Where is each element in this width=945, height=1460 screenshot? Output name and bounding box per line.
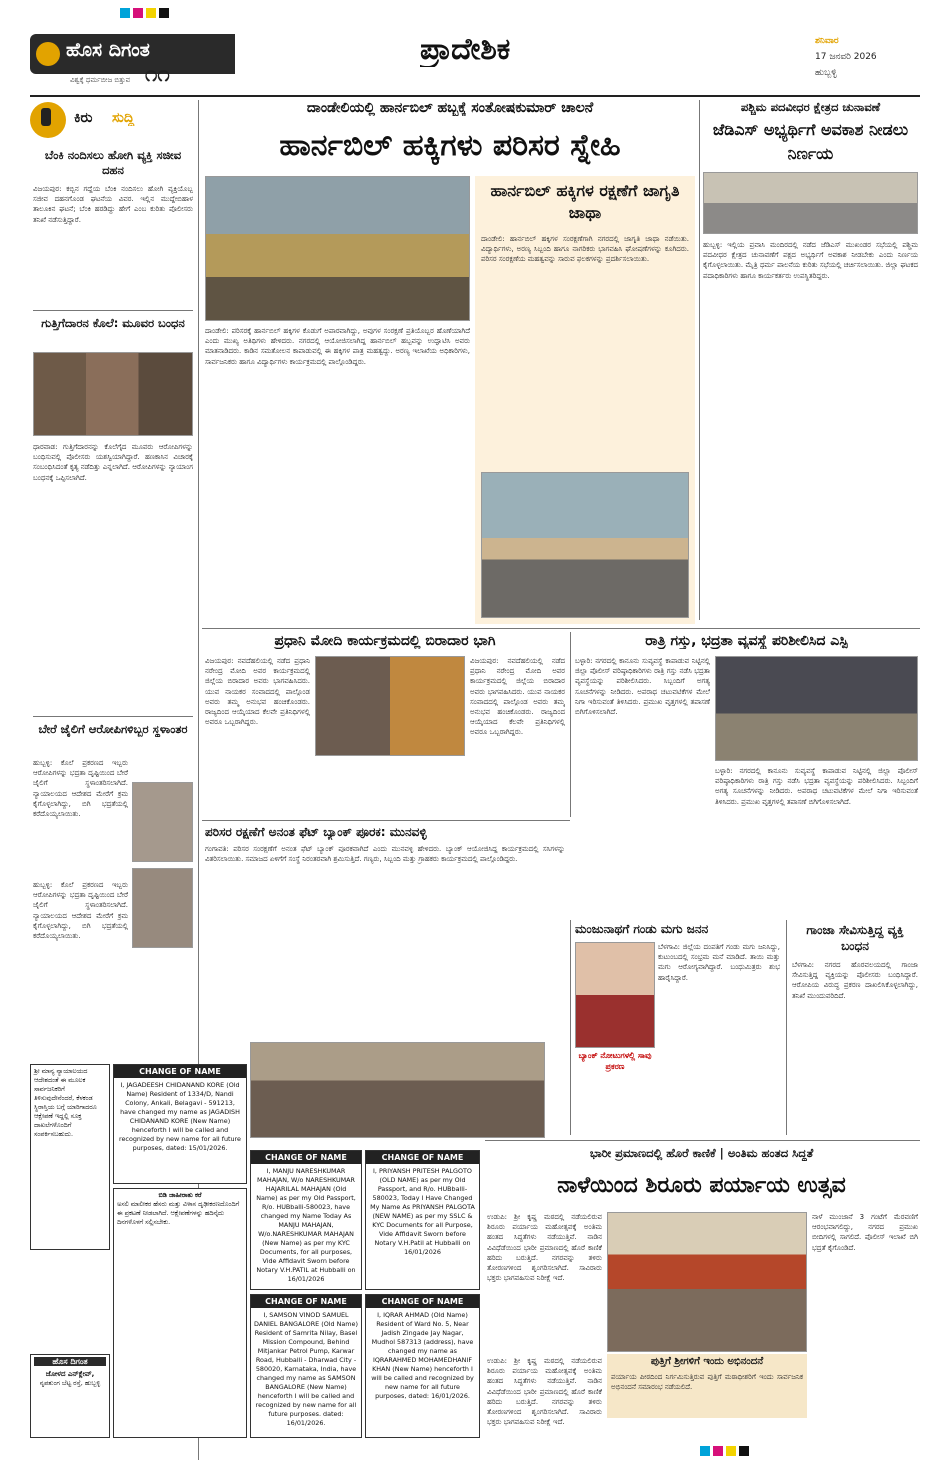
bank-headline: ಪರಿಸರ ರಕ್ಷಣೆಗೆ ಅನಂತ ಫೆಟ್ ಬ್ಯಾಂಕ್ ಪೂರಕ: ಮುನವಳ್ಳಿ: [205, 825, 427, 839]
brief-1-headline: ಬೆಂಕಿ ನಂದಿಸಲು ಹೋಗಿ ವ್ಯಕ್ತಿ ಸಜೀವ ದಹನ: [44, 148, 182, 177]
shiroor-kicker: ಭಾರೀ ಪ್ರಮಾಣದಲ್ಲಿ ಹೊರೆ ಕಾಣಿಕೆ | ಅಂತಿಮ ಹಂತದ ಸಿದ್ಧತೆ: [589, 1146, 814, 1160]
jds-photo: [703, 172, 918, 234]
change-of-name-title: CHANGE OF NAME: [366, 1295, 479, 1308]
registration-mark-k: [159, 8, 169, 18]
jds-headline: ಜೆಡಿಎಸ್ ಅಭ್ಯರ್ಥಿಗೆ ಅವಕಾಶ ನೀಡಲು ನಿರ್ಣಯ: [712, 120, 909, 163]
legal-notice-1: [30, 1064, 110, 1250]
baby-headline: ಮಂಜುನಾಥಗೆ ಗಂಡು ಮಗು ಜನನ: [575, 922, 709, 936]
sp-body: ಬಳ್ಳಾರಿ: ನಗರದಲ್ಲಿ ಕಾನೂನು ಸುವ್ಯವಸ್ಥೆ ಕಾಪಾಡುವ ನಿಟ್ಟಿನಲ್ಲಿ ಜಿಲ್ಲಾ ಪೊಲೀಸ್ ವರಿಷ್ಠಾಧಿಕಾರಿಗಳು ರಾತ್ರಿ ಗಸ್ತು ನಡೆಸಿ ಭದ್ರತಾ ವ್ಯವಸ್ಥೆಯನ್ನು ಪರಿಶೀಲಿಸಿದರು. ಸಿಬ್ಬಂದಿಗೆ ಅಗತ್ಯ ಸೂಚನೆಗಳನ್ನು ನೀಡಿದರು. ಅಪರಾಧ ಚಟುವಟಿಕೆಗಳ ಮೇಲೆ ನಿಗಾ ಇರಿಸುವಂತೆ ತಿಳಿಸಿದರು. ಪ್ರಮುಖ ವೃತ್ತಗಳಲ್ಲಿ ತಪಾಸಣೆ ಬಿಗಿಗೊಳಿಸಲಾಗಿದೆ.: [575, 657, 710, 717]
registration-mark-y: [726, 1446, 736, 1456]
legal-notice-2-text: ಅಸಲಿ ಮಾಲೀಕರ ಹೆಸರು ಮತ್ತು ವಿಳಾಸ ದೃಢೀಕರಣದೊಂದಿಗೆ ಈ ಪ್ರಕಟಣೆ ನೀಡಲಾಗಿದೆ. ಆಕ್ಷೇಪಣೆಗಳನ್ನು ಹದಿನೈದು ದಿನಗಳೊಳಗೆ ಸಲ್ಲಿಸಬೇಕು.: [117, 1200, 240, 1226]
masthead-divider: [30, 95, 920, 97]
modi-headline: ಪ್ರಧಾನಿ ಮೋದಿ ಕಾರ್ಯಕ್ರಮದಲ್ಲಿ ಬಿರಾದಾರ ಭಾಗಿ: [274, 633, 496, 649]
section-title: ಪ್ರಾದೇಶಿಕ: [420, 32, 511, 67]
lead-box: [475, 176, 695, 624]
masthead: [0, 30, 945, 92]
lead-box-title: ಹಾರ್ನಬಿಲ್ ಹಕ್ಕಿಗಳ ರಕ್ಷಣೆಗೆ ಜಾಗೃತಿ ಜಾಥಾ: [490, 181, 680, 222]
column-divider: [570, 920, 571, 1135]
registration-mark-y: [146, 8, 156, 18]
sp-photo: [715, 656, 918, 761]
lead-kicker: ದಾಂಡೇಲಿಯಲ್ಲಿ ಹಾರ್ನಬಿಲ್ ಹಬ್ಬಕ್ಕೆ ಸಂತೋಷಕುಮಾರ್ ಚಾಲನೆ: [306, 100, 594, 116]
change-of-name-ad-2: [250, 1150, 362, 1290]
hand-point-icon: [30, 102, 66, 138]
brief-2-headline: ಗುತ್ತಿಗೆದಾರನ ಕೊಲೆ: ಮೂವರ ಬಂಧನ: [41, 316, 185, 330]
registration-mark-c: [120, 8, 130, 18]
brand-logo: ಹೊಸ ದಿಗಂತ: [34, 1357, 106, 1366]
column-divider: [699, 100, 700, 620]
brand-ad: [30, 1354, 110, 1438]
lead-photo: [205, 176, 470, 321]
brand-line-2: ನೃಪತುಂಗ ಬೆಟ್ಟ ರಸ್ತೆ, ಹುಬ್ಬಳ್ಳಿ: [39, 1379, 101, 1387]
kirusuddi-header: [30, 100, 195, 140]
ganja-headline: ಗಾಂಜಾ ಸೇವಿಸುತ್ತಿದ್ದ ವ್ಯಕ್ತಿ ಬಂಧನ: [806, 923, 904, 953]
lead-body: ದಾಂಡೇಲಿ: ಪರಿಸರಕ್ಕೆ ಹಾರ್ನಬಿಲ್ ಹಕ್ಕಿಗಳ ಕೊಡುಗೆ ಅಪಾರವಾಗಿದ್ದು, ಅವುಗಳ ಸಂರಕ್ಷಣೆ ಪ್ರತಿಯೊಬ್ಬರ ಹೊಣೆಯಾಗಿದೆ ಎಂದು ಮುಖ್ಯ ಅತಿಥಿಗಳು ಹೇಳಿದರು. ನಗರದಲ್ಲಿ ಆಯೋಜಿಸಲಾಗಿದ್ದ ಹಾರ್ನಬಿಲ್ ಹಬ್ಬವನ್ನು ಉದ್ಘಾಟಿಸಿ ಅವರು ಮಾತನಾಡಿದರು. ಕಾಡಿನ ಸಮತೋಲನ ಕಾಪಾಡುವಲ್ಲಿ ಈ ಹಕ್ಕಿಗಳ ಪಾತ್ರ ಮಹತ್ವದ್ದು. ಅರಣ್ಯ ಇಲಾಖೆಯ ಅಧಿಕಾರಿಗಳು, ಸಾರ್ವಜನಿಕರು ಹಾಗೂ ವಿದ್ಯಾರ್ಥಿಗಳು ಕಾರ್ಯಕ್ರಮದಲ್ಲಿ ಪಾಲ್ಗೊಂಡಿದ್ದರು.: [205, 327, 470, 366]
legal-notice-2: [113, 1188, 247, 1438]
shiroor-box-body: ಪರ್ಯಾಯ ಪೀಠದಿಂದ ನಿರ್ಗಮಿಸುತ್ತಿರುವ ಪುತ್ತಿಗೆ ಮಠಾಧೀಶರಿಗೆ ಇಂದು ಸಾರ್ವಜನಿಕ ಅಭಿನಂದನೆ ಸಮಾರಂಭ ನಡೆಯಲಿದೆ.: [611, 1373, 803, 1392]
logo-text: ಹೊಸ ದಿಗಂತ: [66, 39, 150, 61]
change-of-name-text: I, PRIYANSH PRITESH PALGOTO (OLD NAME) as per my Old Passport, and R/o. HUBballi-580023, Today I Have Changed My Name As PRIYANSH PALGOTA (NEW NAME) as per my SSLC & KYC Documents for all Purpose, Vide Affidavit Sworn before Notary V.H.Patil at Hubballi on 16/01/2026: [370, 1167, 475, 1256]
brief-3-body-cont: ಹುಬ್ಬಳ್ಳಿ: ಕೊಲೆ ಪ್ರಕರಣದ ಇಬ್ಬರು ಆರೋಪಿಗಳನ್ನು ಭದ್ರತಾ ದೃಷ್ಟಿಯಿಂದ ಬೇರೆ ಜೈಲಿಗೆ ಸ್ಥಳಾಂತರಿಸಲಾಗಿದೆ. ನ್ಯಾಯಾಲಯದ ಆದೇಶದ ಮೇರೆಗೆ ಕ್ರಮ ಕೈಗೊಳ್ಳಲಾಗಿದ್ದು, ಬಿಗಿ ಭದ್ರತೆಯಲ್ಲಿ ಕರೆದೊಯ್ಯಲಾಯಿತು.: [33, 881, 128, 941]
shiroor-side-body: ನಾಳೆ ಮುಂಜಾನೆ 3 ಗಂಟೆಗೆ ಮೆರವಣಿಗೆ ಆರಂಭವಾಗಲಿದ್ದು, ನಗರದ ಪ್ರಮುಖ ಬೀದಿಗಳಲ್ಲಿ ಸಾಗಲಿದೆ. ಪೊಲೀಸ್ ಇಲಾಖೆ ಬಿಗಿ ಭದ್ರತೆ ಕೈಗೊಂಡಿದೆ.: [812, 1213, 918, 1252]
day-label: ಶನಿವಾರ: [815, 36, 839, 46]
shiroor-headline: ನಾಳೆಯಿಂದ ಶಿರೂರು ಪರ್ಯಾಯ ಉತ್ಸವ: [557, 1173, 846, 1198]
legal-notice-1-text: ಶ್ರೀ ಮಾನ್ಯ ನ್ಯಾಯಾಲಯದ ಆದೇಶದಂತೆ ಈ ಮೂಲಕ ಸಾರ್ವಜನಿಕರಿಗೆ ತಿಳಿಸುವುದೇನೆಂದರೆ, ಕೆಳಕಂಡ ಸ್ಥಿರಾಸ್ತಿಯ ಬಗ್ಗೆ ಯಾರಿಗಾದರೂ ಆಕ್ಷೇಪಣೆ ಇದ್ದಲ್ಲಿ ಸೂಕ್ತ ದಾಖಲೆಗಳೊಂದಿಗೆ ಸಂಪರ್ಕಿಸಬಹುದು.: [34, 1067, 97, 1138]
section-divider: [202, 820, 570, 821]
shiroor-box: [607, 1354, 807, 1418]
accused-photo-2: [132, 868, 193, 948]
change-of-name-title: CHANGE OF NAME: [366, 1151, 479, 1164]
legal-notice-2-title: ಬಿಡಿ ಜಾಹೀರಾತು ಕರೆ: [158, 1191, 202, 1199]
accused-photo-1: [132, 782, 193, 862]
section-divider: [202, 628, 920, 629]
jds-kicker: ಪಶ್ಚಿಮ ಪದವೀಧರ ಕ್ಷೇತ್ರದ ಚುನಾವಣೆ: [740, 100, 881, 114]
registration-mark-c: [700, 1446, 710, 1456]
jds-body: ಹುಬ್ಬಳ್ಳಿ: ಇಲ್ಲಿಯ ಪ್ರವಾಸಿ ಮಂದಿರದಲ್ಲಿ ನಡೆದ ಜೆಡಿಎಸ್ ಮುಖಂಡರ ಸಭೆಯಲ್ಲಿ ಪಶ್ಚಿಮ ಪದವೀಧರ ಕ್ಷೇತ್ರದ ಚುನಾವಣೆಗೆ ಪಕ್ಷದ ಅಭ್ಯರ್ಥಿಗೆ ಅವಕಾಶ ನೀಡಬೇಕು ಎಂದು ನಿರ್ಣಯ ಕೈಗೊಳ್ಳಲಾಯಿತು. ಮೈತ್ರಿ ಧರ್ಮ ಪಾಲನೆಯ ಕುರಿತು ಸಭೆಯಲ್ಲಿ ಚರ್ಚಿಸಲಾಯಿತು. ಜಿಲ್ಲಾ ಘಟಕದ ಪದಾಧಿಕಾರಿಗಳು ಹಾಗೂ ಕಾರ್ಯಕರ್ತರು ಉಪಸ್ಥಿತರಿದ್ದರು.: [703, 241, 918, 280]
logo-tagline: ವಿಶ್ವಕ್ಕೆ ಧರ್ಮಬೀಜ ಬಿತ್ತುವ: [70, 76, 131, 84]
modi-body: ವಿಜಯಪುರ: ನವದೆಹಲಿಯಲ್ಲಿ ನಡೆದ ಪ್ರಧಾನಿ ನರೇಂದ್ರ ಮೋದಿ ಅವರ ಕಾರ್ಯಕ್ರಮದಲ್ಲಿ ಜಿಲ್ಲೆಯ ಬಿರಾದಾರ ಅವರು ಭಾಗವಹಿಸಿದರು. ಯುವ ನಾಯಕರ ಸಂವಾದದಲ್ಲಿ ಪಾಲ್ಗೊಂಡ ಅವರು ತಮ್ಮ ಅನುಭವ ಹಂಚಿಕೊಂಡರು. ರಾಜ್ಯದಿಂದ ಆಯ್ಕೆಯಾದ ಕೆಲವೇ ಪ್ರತಿನಿಧಿಗಳಲ್ಲಿ ಅವರೂ ಒಬ್ಬರಾಗಿದ್ದರು.: [205, 657, 310, 727]
change-of-name-ad-1: [113, 1064, 247, 1184]
sp-body-cont: ಬಳ್ಳಾರಿ: ನಗರದಲ್ಲಿ ಕಾನೂನು ಸುವ್ಯವಸ್ಥೆ ಕಾಪಾಡುವ ನಿಟ್ಟಿನಲ್ಲಿ ಜಿಲ್ಲಾ ಪೊಲೀಸ್ ವರಿಷ್ಠಾಧಿಕಾರಿಗಳು ರಾತ್ರಿ ಗಸ್ತು ನಡೆಸಿ ಭದ್ರತಾ ವ್ಯವಸ್ಥೆಯನ್ನು ಪರಿಶೀಲಿಸಿದರು. ಸಿಬ್ಬಂದಿಗೆ ಅಗತ್ಯ ಸೂಚನೆಗಳನ್ನು ನೀಡಿದರು. ಅಪರಾಧ ಚಟುವಟಿಕೆಗಳ ಮೇಲೆ ನಿಗಾ ಇರಿಸುವಂತೆ ತಿಳಿಸಿದರು. ಪ್ರಮುಖ ವೃತ್ತಗಳಲ್ಲಿ ತಪಾಸಣೆ ಬಿಗಿಗೊಳಿಸಲಾಗಿದೆ.: [715, 767, 918, 806]
baby-caption: ಬ್ಯಾಂಕ್ ನೋಟುಗಳಲ್ಲಿ ಸಾವು ಪ್ರಕರಣ: [578, 1051, 652, 1071]
accused-photos: [33, 352, 193, 436]
divider: [33, 716, 193, 717]
bank-photo: [250, 1042, 545, 1138]
change-of-name-title: CHANGE OF NAME: [251, 1295, 361, 1308]
lead-headline: ಹಾರ್ನಬಿಲ್ ಹಕ್ಕಿಗಳು ಪರಿಸರ ಸ್ನೇಹಿ: [279, 128, 621, 163]
brief-3-headline: ಬೇರೆ ಜೈಲಿಗೆ ಆರೋಪಿಗಳಿಬ್ಬರ ಸ್ಥಳಾಂತರ: [38, 722, 188, 736]
column-divider: [786, 920, 787, 1135]
brief-3-body: ಹುಬ್ಬಳ್ಳಿ: ಕೊಲೆ ಪ್ರಕರಣದ ಇಬ್ಬರು ಆರೋಪಿಗಳನ್ನು ಭದ್ರತಾ ದೃಷ್ಟಿಯಿಂದ ಬೇರೆ ಜೈಲಿಗೆ ಸ್ಥಳಾಂತರಿಸಲಾಗಿದೆ. ನ್ಯಾಯಾಲಯದ ಆದೇಶದ ಮೇರೆಗೆ ಕ್ರಮ ಕೈಗೊಳ್ಳಲಾಗಿದ್ದು, ಬಿಗಿ ಭದ್ರತೆಯಲ್ಲಿ ಕರೆದೊಯ್ಯಲಾಯಿತು.: [33, 759, 128, 819]
modi-body-cont: ವಿಜಯಪುರ: ನವದೆಹಲಿಯಲ್ಲಿ ನಡೆದ ಪ್ರಧಾನಿ ನರೇಂದ್ರ ಮೋದಿ ಅವರ ಕಾರ್ಯಕ್ರಮದಲ್ಲಿ ಜಿಲ್ಲೆಯ ಬಿರಾದಾರ ಅವರು ಭಾಗವಹಿಸಿದರು. ಯುವ ನಾಯಕರ ಸಂವಾದದಲ್ಲಿ ಪಾಲ್ಗೊಂಡ ಅವರು ತಮ್ಮ ಅನುಭವ ಹಂಚಿಕೊಂಡರು. ರಾಜ್ಯದಿಂದ ಆಯ್ಕೆಯಾದ ಕೆಲವೇ ಪ್ರತಿನಿಧಿಗಳಲ್ಲಿ ಅವರೂ ಒಬ್ಬರಾಗಿದ್ದರು.: [470, 657, 565, 737]
temple-photo: [607, 1212, 807, 1352]
lead-box-body: ದಾಂಡೇಲಿ: ಹಾರ್ನಬಿಲ್ ಹಕ್ಕಿಗಳ ಸಂರಕ್ಷಣೆಗಾಗಿ ನಗರದಲ್ಲಿ ಜಾಗೃತಿ ಜಾಥಾ ನಡೆಯಿತು. ವಿದ್ಯಾರ್ಥಿಗಳು, ಅರಣ್ಯ ಸಿಬ್ಬಂದಿ ಹಾಗೂ ನಾಗರಿಕರು ಭಾಗವಹಿಸಿ ಘೋಷಣೆಗಳನ್ನು ಕೂಗಿದರು. ಪರಿಸರ ಸಂರಕ್ಷಣೆಯ ಮಹತ್ವವನ್ನು ಸಾರುವ ಫಲಕಗಳನ್ನು ಪ್ರದರ್ಶಿಸಲಾಯಿತು.: [481, 235, 689, 264]
couple-photo: [575, 942, 655, 1048]
change-of-name-title: CHANGE OF NAME: [114, 1065, 246, 1078]
brand-line-1: ಜೋಳದ ಎನ್‌ಕ್ಲೇವ್,: [45, 1370, 95, 1378]
logo-emblem-icon: [36, 42, 60, 66]
kirusuddi-title-post: ಸುದ್ದಿ: [112, 110, 135, 126]
shiroor-box-title: ಪುತ್ತಿಗೆ ಶ್ರೀಗಳಿಗೆ ಇಂದು ಅಭಿನಂದನೆ: [650, 1356, 764, 1367]
registration-mark-m: [133, 8, 143, 18]
change-of-name-text: I, JAGADEESH CHIDANAND KORE (Old Name) Resident of 1334/D, Nandi Colony, Ankali, Belagavi - 591213, have changed my name as JAGADISH CHIDANAND KORE (New Name) henceforth I will be called and recognized by new name for all future purposes, dated: 15/01/2026.: [119, 1081, 241, 1152]
registration-mark-k: [739, 1446, 749, 1456]
bank-body: ಗಂಗಾವತಿ: ಪರಿಸರ ಸಂರಕ್ಷಣೆಗೆ ಅನಂತ ಫೆಟ್ ಬ್ಯಾಂಕ್ ಪೂರಕವಾಗಿದೆ ಎಂದು ಮುನವಳ್ಳಿ ಹೇಳಿದರು. ಬ್ಯಾಂಕ್ ಆಯೋಜಿಸಿದ್ದ ಕಾರ್ಯಕ್ರಮದಲ್ಲಿ ಸಸಿಗಳನ್ನು ವಿತರಿಸಲಾಯಿತು. ಸಮಾಜದ ಏಳಿಗೆಗೆ ಸಂಸ್ಥೆ ನಿರಂತರವಾಗಿ ಶ್ರಮಿಸುತ್ತಿದೆ. ಗಣ್ಯರು, ಸಿಬ್ಬಂದಿ ಮತ್ತು ಗ್ರಾಹಕರು ಕಾರ್ಯಕ್ರಮದಲ್ಲಿ ಪಾಲ್ಗೊಂಡಿದ್ದರು.: [205, 845, 565, 864]
divider: [33, 310, 193, 311]
page-number: ೧೧: [145, 62, 170, 87]
shiroor-body-cont: ಉಡುಪಿ: ಶ್ರೀ ಕೃಷ್ಣ ಮಠದಲ್ಲಿ ನಡೆಯಲಿರುವ ಶಿರೂರು ಪರ್ಯಾಯ ಮಹೋತ್ಸವಕ್ಕೆ ಅಂತಿಮ ಹಂತದ ಸಿದ್ಧತೆಗಳು ನಡೆಯುತ್ತಿವೆ. ನಾಡಿನ ವಿವಿಧೆಡೆಯಿಂದ ಭಾರೀ ಪ್ರಮಾಣದಲ್ಲಿ ಹೊರೆ ಕಾಣಿಕೆ ಹರಿದು ಬರುತ್ತಿದೆ. ನಗರವನ್ನು ತಳಿರು ತೋರಣಗಳಿಂದ ಶೃಂಗರಿಸಲಾಗಿದೆ. ಸಾವಿರಾರು ಭಕ್ತರು ಭಾಗವಹಿಸುವ ನಿರೀಕ್ಷೆ ಇದೆ.: [487, 1357, 602, 1427]
change-of-name-text: I, MANJU NARESHKUMAR MAHAJAN, W/o NARESHKUMAR HAJARILAL MAHAJAN (Old Name) as per my Old Passport, R/o. HUBballi-580023, have changed my Name Today As MANJU MAHAJAN, W/o.NARESHKUMAR MAHAJAN (New Name) as per my KYC Documents, for all purposes, Vide Affidavit Sworn before Notary V.H.PATIL at Hubballi on 16/01/2026: [256, 1167, 356, 1283]
change-of-name-text: I, SAMSON VINOD SAMUEL DANIEL BANGALORE (Old Name) Resident of Samrita Nilay, Basel Mission Compound, Behind Mitjankar Petrol Pump, Karwar Road, Hubballi - Dharwad City - 580020, Karnataka, India, have changed my name as SAMSON BANGALORE (New Name) henceforth I will be called and recognized by new name for all future purposes. dated: 16/01/2026.: [254, 1311, 358, 1427]
kirusuddi-title-pre: ಕಿರು: [74, 110, 93, 126]
modi-photo: [315, 656, 465, 756]
sp-headline: ರಾತ್ರಿ ಗಸ್ತು, ಭದ್ರತಾ ವ್ಯವಸ್ಥೆ ಪರಿಶೀಲಿಸಿದ ಎಸ್ಪಿ: [645, 633, 848, 649]
change-of-name-ad-4: [250, 1294, 362, 1438]
column-divider: [570, 632, 571, 817]
registration-mark-m: [713, 1446, 723, 1456]
shiroor-body: ಉಡುಪಿ: ಶ್ರೀ ಕೃಷ್ಣ ಮಠದಲ್ಲಿ ನಡೆಯಲಿರುವ ಶಿರೂರು ಪರ್ಯಾಯ ಮಹೋತ್ಸವಕ್ಕೆ ಅಂತಿಮ ಹಂತದ ಸಿದ್ಧತೆಗಳು ನಡೆಯುತ್ತಿವೆ. ನಾಡಿನ ವಿವಿಧೆಡೆಯಿಂದ ಭಾರೀ ಪ್ರಮಾಣದಲ್ಲಿ ಹೊರೆ ಕಾಣಿಕೆ ಹರಿದು ಬರುತ್ತಿದೆ. ನಗರವನ್ನು ತಳಿರು ತೋರಣಗಳಿಂದ ಶೃಂಗರಿಸಲಾಗಿದೆ. ಸಾವಿರಾರು ಭಕ್ತರು ಭಾಗವಹಿಸುವ ನಿರೀಕ್ಷೆ ಇದೆ.: [487, 1213, 602, 1283]
city-label: ಹುಬ್ಬಳ್ಳಿ: [815, 68, 837, 78]
baby-body: ಬೆಳಗಾವಿ: ಜಿಲ್ಲೆಯ ದಂಪತಿಗೆ ಗಂಡು ಮಗು ಜನಿಸಿದ್ದು, ಕುಟುಂಬದಲ್ಲಿ ಸಂಭ್ರಮ ಮನೆ ಮಾಡಿದೆ. ತಾಯಿ ಮತ್ತು ಮಗು ಆರೋಗ್ಯವಾಗಿದ್ದಾರೆ. ಬಂಧುಮಿತ್ರರು ಶುಭ ಹಾರೈಸಿದ್ದಾರೆ.: [658, 943, 780, 982]
section-divider: [485, 1140, 920, 1141]
brief-2-body: ಧಾರವಾಡ: ಗುತ್ತಿಗೆದಾರನನ್ನು ಕೊಲೆಗೈದ ಮೂವರು ಆರೋಪಿಗಳನ್ನು ಬಂಧಿಸುವಲ್ಲಿ ಪೊಲೀಸರು ಯಶಸ್ವಿಯಾಗಿದ್ದಾರೆ. ಹಣಕಾಸಿನ ವಿಚಾರಕ್ಕೆ ಸಂಬಂಧಿಸಿದಂತೆ ಕೃತ್ಯ ನಡೆದಿತ್ತು ಎನ್ನಲಾಗಿದೆ. ಆರೋಪಿಗಳನ್ನು ನ್ಯಾಯಾಂಗ ಬಂಧನಕ್ಕೆ ಒಪ್ಪಿಸಲಾಗಿದೆ.: [33, 443, 193, 482]
brief-1-body: ವಿಜಯಪುರ: ಕಬ್ಬಿನ ಗದ್ದೆಯ ಬೆಂಕಿ ನಂದಿಸಲು ಹೋಗಿ ವ್ಯಕ್ತಿಯೊಬ್ಬ ಸಜೀವ ದಹನಗೊಂಡ ಘಟನೆಯ ವಿವರ. ಇಲ್ಲಿನ ಮುದ್ದೇಬಿಹಾಳ ತಾಲೂಕಿನ ಘಟನೆ; ಬೆಂಕಿ ಹರಡಿದ್ದು ಹೇಗೆ ಎಂಬ ಕುರಿತು ಪೊಲೀಸರು ತನಿಖೆ ನಡೆಸುತ್ತಿದ್ದಾರೆ.: [33, 185, 193, 224]
change-of-name-title: CHANGE OF NAME: [251, 1151, 361, 1164]
change-of-name-ad-3: [365, 1150, 480, 1290]
rally-photo: [481, 472, 689, 618]
change-of-name-ad-5: [365, 1294, 480, 1438]
date-label: 17 ಜನವರಿ 2026: [815, 52, 877, 62]
change-of-name-text: I, IQRAR AHMAD (Old Name) Resident of Ward No. 5, Near Jadish Zingade Jay Nagar, Mudhol 587313 (address), have changed my name as IQRARAHMED MOHAMEDHANIF KHAN (New Name) henceforth I will be called and recognized by new name for all future purposes, dated: 16/01/2026.: [371, 1311, 474, 1400]
ganja-body: ಬೆಳಗಾವಿ: ನಗರದ ಹೊರವಲಯದಲ್ಲಿ ಗಾಂಜಾ ಸೇವಿಸುತ್ತಿದ್ದ ವ್ಯಕ್ತಿಯನ್ನು ಪೊಲೀಸರು ಬಂಧಿಸಿದ್ದಾರೆ. ಆರೋಪಿಯ ವಿರುದ್ಧ ಪ್ರಕರಣ ದಾಖಲಿಸಿಕೊಳ್ಳಲಾಗಿದ್ದು, ತನಿಖೆ ಮುಂದುವರಿದಿದೆ.: [792, 961, 918, 1000]
